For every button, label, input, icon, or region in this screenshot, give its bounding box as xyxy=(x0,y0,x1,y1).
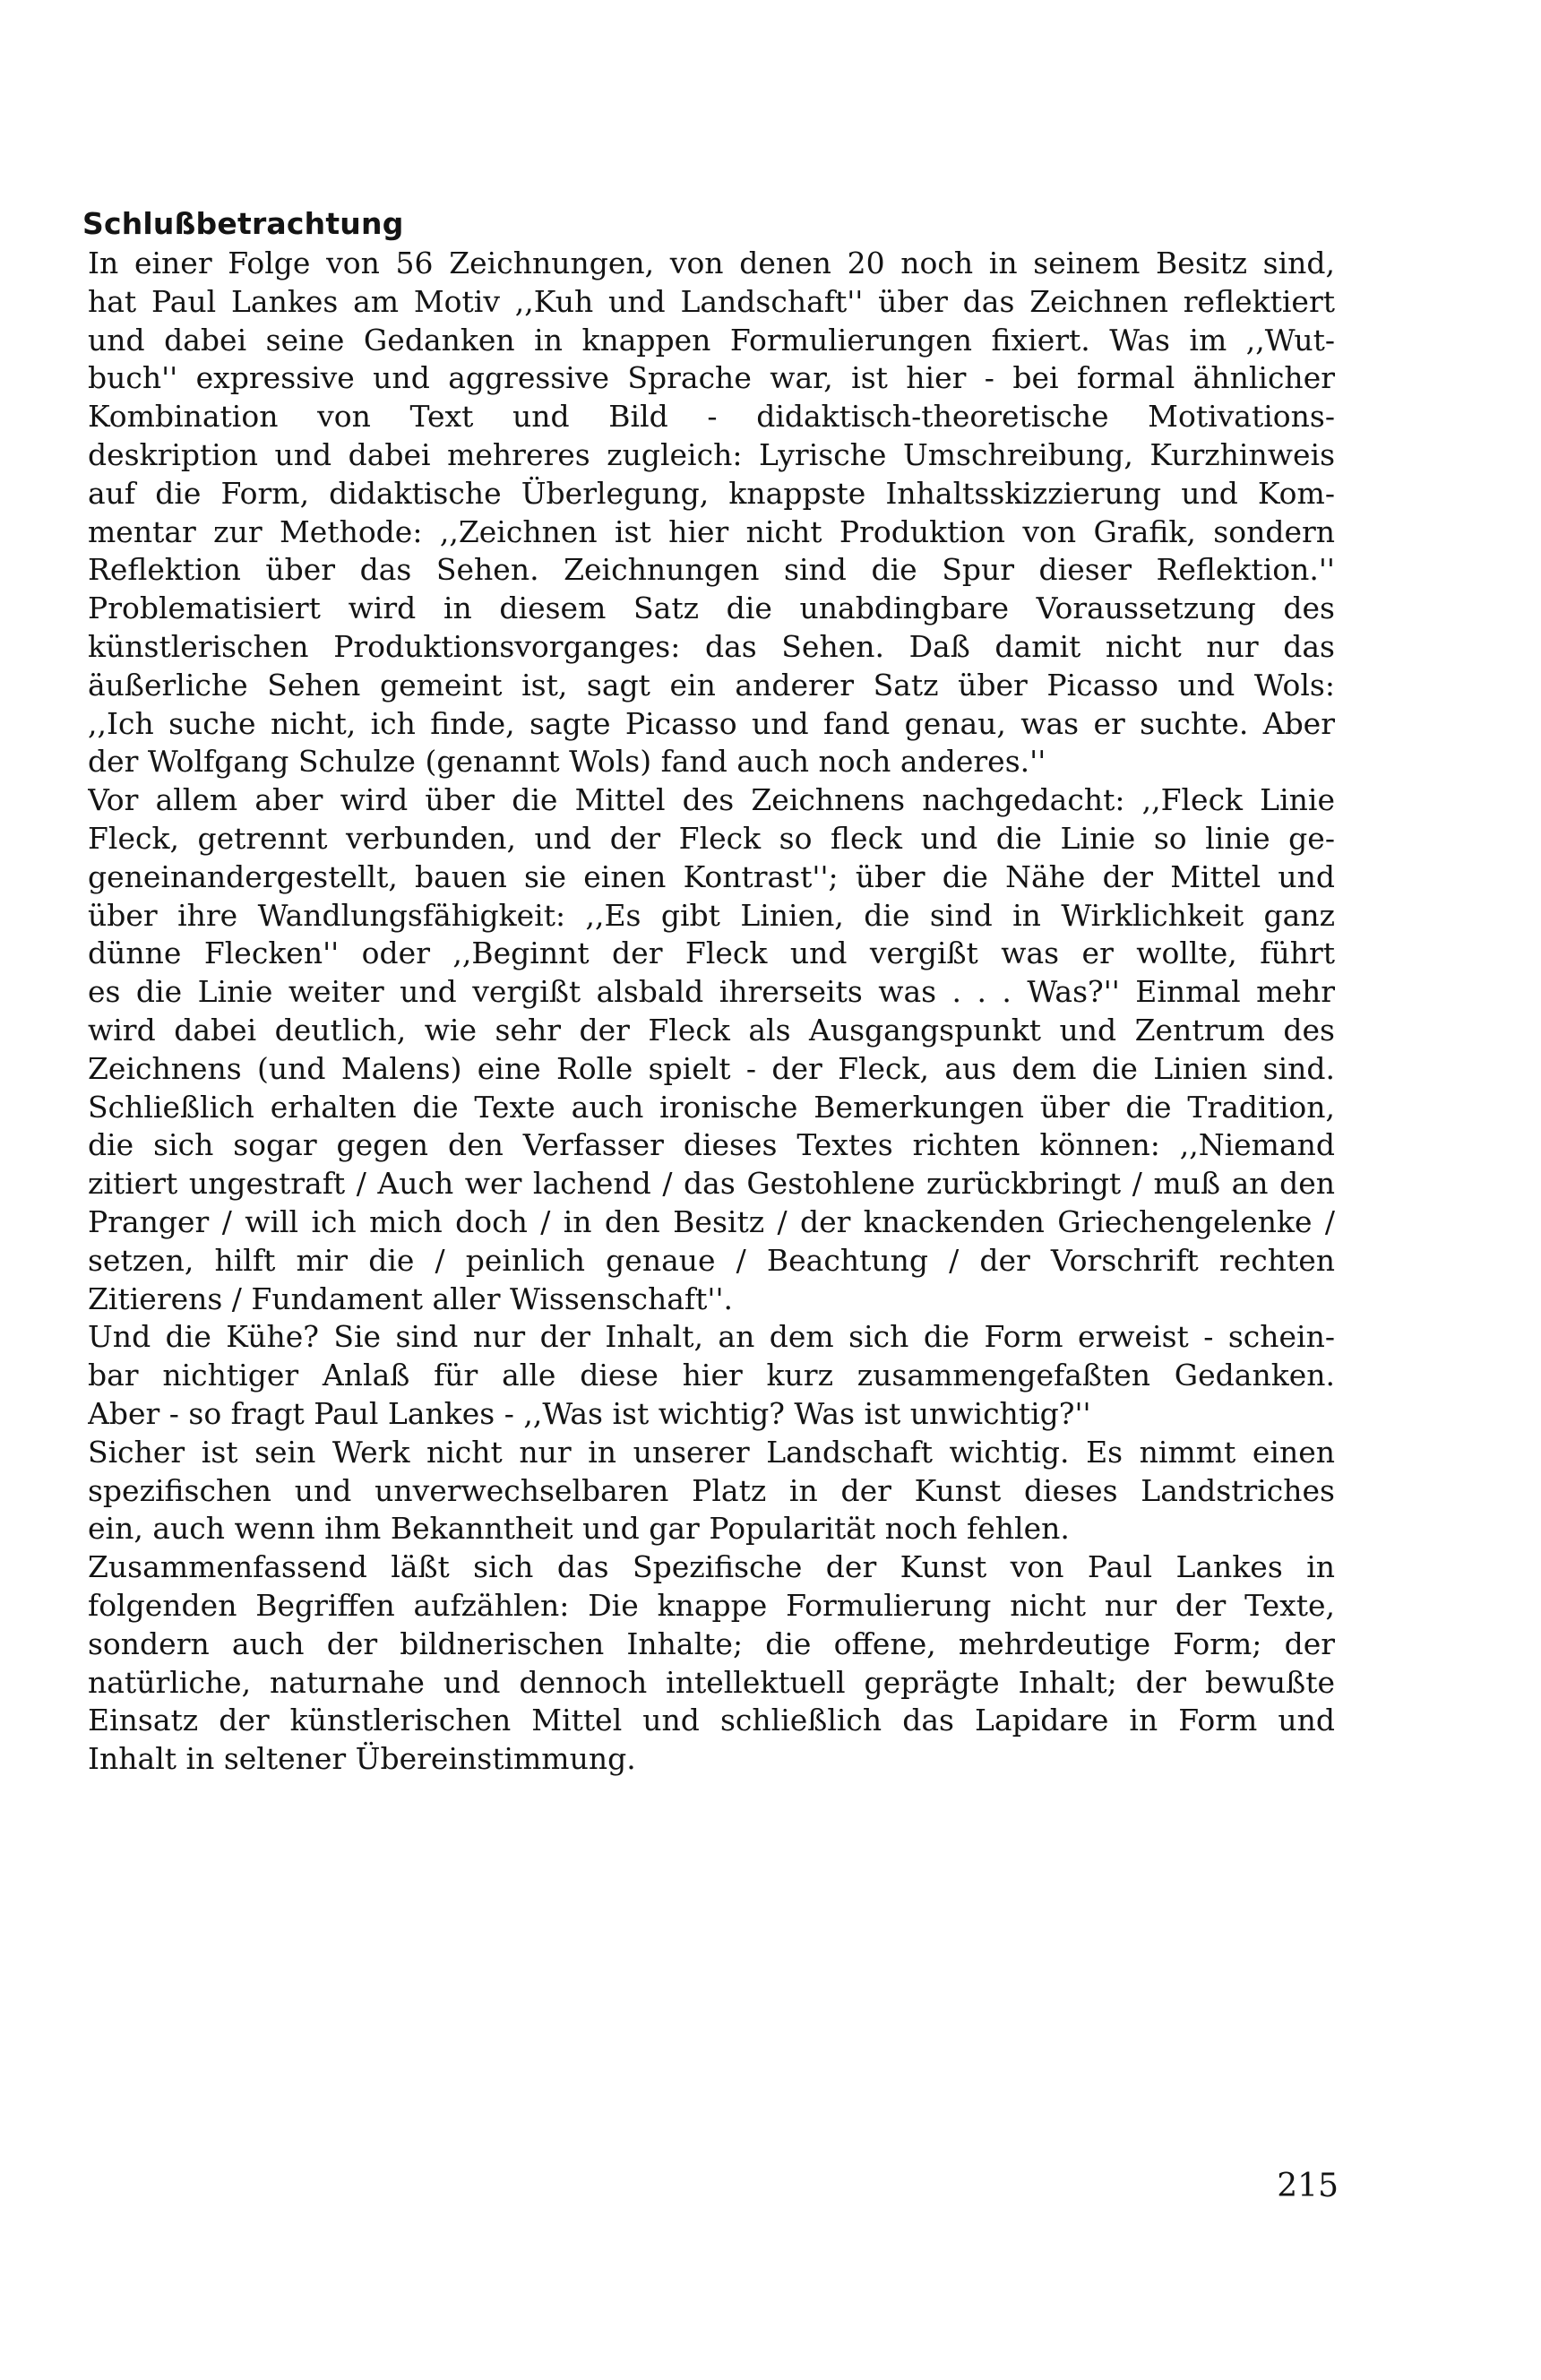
text-line: über ihre Wandlungsfähigkeit: ,,Es gibt Linien, die sind in Wirklichkeit ganz xyxy=(88,898,1335,933)
text-line: Schließlich erhalten die Texte auch ironische Bemerkungen über die Tradition, xyxy=(88,1090,1335,1125)
text-line: die sich sogar gegen den Verfasser dieses Textes richten können: ,,Niemand xyxy=(88,1127,1335,1162)
text-line: dünne Flecken'' oder ,,Beginnt der Fleck und vergißt was er wollte, führt xyxy=(88,936,1335,970)
text-line: geneinandergestellt, bauen sie einen Kontrast''; über die Nähe der Mittel und xyxy=(88,859,1335,894)
text-line: äußerliche Sehen gemeint ist, sagt ein anderer Satz über Picasso und Wols: xyxy=(88,668,1335,703)
text-line: mentar zur Methode: ,,Zeichnen ist hier nicht Produktion von Grafik, sondern xyxy=(88,514,1335,549)
text-line: künstlerischen Produktionsvorganges: das Sehen. Daß damit nicht nur das xyxy=(88,629,1335,664)
text-line: hat Paul Lankes am Motiv ,,Kuh und Landschaft'' über das Zeichnen reflektiert xyxy=(88,284,1335,319)
text-line: Pranger / will ich mich doch / in den Besitz / der knackenden Griechengelenke / xyxy=(88,1204,1335,1239)
text-line: es die Linie weiter und vergißt alsbald ihrerseits was . . . Was?'' Einmal mehr xyxy=(88,974,1335,1009)
text-line: bar nichtiger Anlaß für alle diese hier kurz zusammengefaßten Gedanken. xyxy=(88,1358,1335,1393)
text-line: Einsatz der künstlerischen Mittel und schließlich das Lapidare in Form und xyxy=(88,1703,1335,1738)
text-line: Und die Kühe? Sie sind nur der Inhalt, an dem sich die Form erweist - schein- xyxy=(88,1319,1335,1354)
text-line: Kombination von Text und Bild - didaktisch-theoretische Motivations- xyxy=(88,399,1335,434)
text-line: Aber - so fragt Paul Lankes - ,,Was ist wichtig? Was ist unwichtig?'' xyxy=(88,1396,1091,1431)
text-line: In einer Folge von 56 Zeichnungen, von denen 20 noch in seinem Besitz sind, xyxy=(88,246,1335,280)
text-line: setzen, hilft mir die / peinlich genaue / Beachtung / der Vorschrift rechten xyxy=(88,1243,1335,1278)
text-line: und dabei seine Gedanken in knappen Formulierungen fixiert. Was im ,,Wut- xyxy=(88,323,1335,358)
page-number: 215 xyxy=(1277,2168,1339,2204)
text-line: Fleck, getrennt verbunden, und der Fleck so fleck und die Linie so linie ge- xyxy=(88,821,1335,856)
text-line: der Wolfgang Schulze (genannt Wols) fand auch noch anderes.'' xyxy=(88,744,1046,779)
text-line: spezifischen und unverwechselbaren Platz in der Kunst dieses Landstriches xyxy=(88,1473,1335,1508)
text-line: natürliche, naturnahe und dennoch intellektuell geprägte Inhalt; der bewußte xyxy=(88,1665,1335,1700)
text-line: auf die Form, didaktische Überlegung, knappste Inhaltsskizzierung und Kom- xyxy=(88,476,1335,511)
text-line: ein, auch wenn ihm Bekanntheit und gar Popularität noch fehlen. xyxy=(88,1511,1070,1546)
text-line: Vor allem aber wird über die Mittel des Zeichnens nachgedacht: ,,Fleck Linie xyxy=(88,782,1335,817)
text-line: Reflektion über das Sehen. Zeichnungen sind die Spur dieser Reflektion.'' xyxy=(88,552,1335,587)
text-line: Zeichnens (und Malens) eine Rolle spielt - der Fleck, aus dem die Linien sind. xyxy=(88,1051,1335,1086)
text-line: Sicher ist sein Werk nicht nur in unserer Landschaft wichtig. Es nimmt einen xyxy=(88,1435,1335,1470)
text-line: Zitierens / Fundament aller Wissenschaft''. xyxy=(88,1281,734,1316)
text-line: ,,Ich suche nicht, ich finde, sagte Picasso und fand genau, was er suchte. Aber xyxy=(88,706,1335,741)
text-line: Inhalt in seltener Übereinstimmung. xyxy=(88,1741,636,1776)
text-line: zitiert ungestraft / Auch wer lachend / das Gestohlene zurückbringt / muß an den xyxy=(88,1166,1335,1201)
text-line: buch'' expressive und aggressive Sprache war, ist hier - bei formal ähnlicher xyxy=(88,360,1335,395)
text-line: folgenden Begriffen aufzählen: Die knappe Formulierung nicht nur der Texte, xyxy=(88,1588,1335,1623)
text-line: sondern auch der bildnerischen Inhalte; die offene, mehrdeutige Form; der xyxy=(88,1626,1335,1661)
text-line: Problematisiert wird in diesem Satz die unabdingbare Voraussetzung des xyxy=(88,591,1335,625)
section-heading: Schlußbetrachtung xyxy=(82,206,404,241)
text-line: deskription und dabei mehreres zugleich: Lyrische Umschreibung, Kurzhinweis xyxy=(88,437,1335,472)
text-line: Zusammenfassend läßt sich das Spezifische der Kunst von Paul Lankes in xyxy=(88,1549,1335,1584)
text-line: wird dabei deutlich, wie sehr der Fleck als Ausgangspunkt und Zentrum des xyxy=(88,1013,1335,1048)
